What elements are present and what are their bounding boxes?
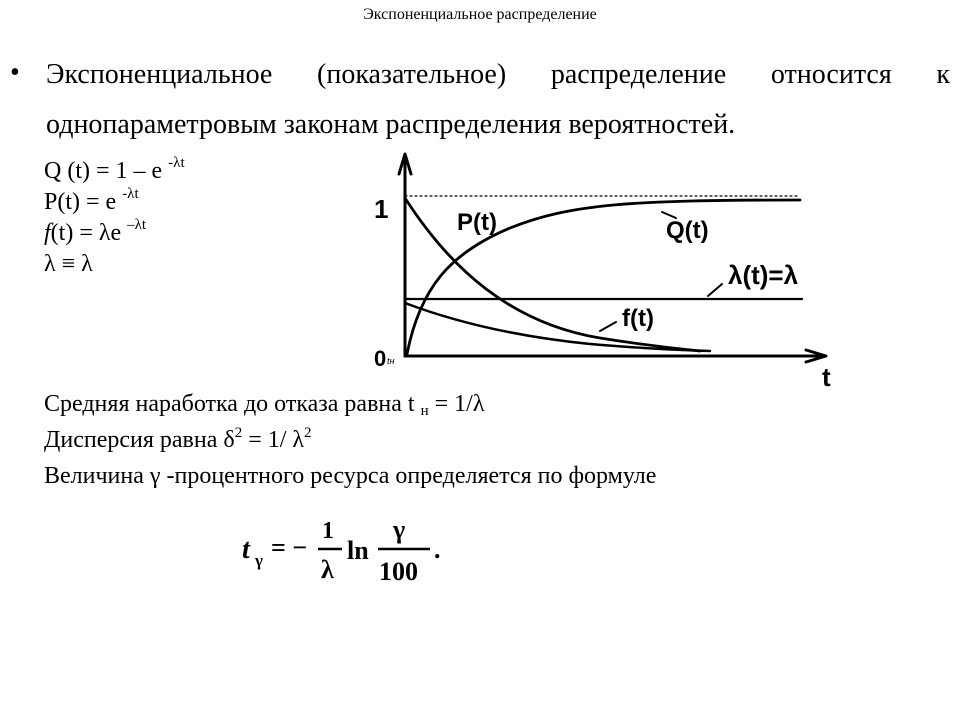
y-one-label: 1: [374, 194, 389, 224]
q-label: Q(t): [666, 217, 709, 244]
gamma-formula-dot: .: [434, 535, 441, 564]
lambda-leader: [708, 284, 722, 296]
slide-title: Экспоненциальное распределение: [363, 6, 597, 23]
formula-q: [44, 156, 185, 187]
bullet-marker: •: [10, 57, 20, 88]
formula-q-main: Q (t) = 1 – e: [44, 158, 169, 184]
formula-block: [44, 156, 185, 280]
gamma-line: Величина γ -процентного ресурса определяется по формуле: [44, 463, 657, 489]
formula-f: [44, 218, 185, 249]
gamma-formula-num1: 1: [322, 518, 334, 544]
mean-line: [44, 386, 656, 422]
t-axis-label: t: [822, 362, 831, 392]
gamma-formula-num2: γ: [393, 515, 406, 544]
variance-sup-1: 2: [234, 425, 243, 441]
formula-p: [44, 187, 185, 218]
formula-f-exponent: –λt: [127, 217, 147, 233]
bullet-text: Экспоненциальное (показательное) распределение относится к однопараметровым законам распределения вероятностей.: [46, 59, 950, 140]
variance-mid: = 1/ λ: [242, 427, 305, 453]
formula-f-name: f: [44, 220, 51, 246]
p-label: P(t): [457, 209, 497, 236]
variance-line: [44, 422, 656, 458]
t-n-label: tн: [387, 356, 395, 366]
lambda-label: λ(t)=λ: [728, 260, 799, 290]
reliability-graph: [360, 148, 850, 393]
gamma-formula-sub: γ: [255, 551, 263, 570]
stats-block: [44, 386, 656, 494]
formula-lambda: λ ≡ λ: [44, 251, 93, 277]
y-zero-label: 0: [374, 346, 387, 371]
gamma-formula-ln: ln: [347, 536, 369, 565]
formula-p-exponent: -λt: [122, 186, 139, 202]
gamma-resource-formula: [238, 512, 448, 590]
formula-p-main: P(t) = e: [44, 189, 123, 215]
gamma-formula-den1: λ: [321, 555, 334, 584]
p-curve: [405, 198, 700, 351]
mean-suffix: = 1/λ: [428, 391, 485, 417]
f-label: f(t): [622, 305, 654, 332]
formula-f-main: (t) = λe: [50, 220, 128, 246]
gamma-formula-den2: 100: [379, 557, 418, 586]
variance-prefix: Дисперсия равна δ: [44, 427, 235, 453]
f-leader: [600, 322, 616, 331]
mean-prefix: Средняя наработка до отказа равна t: [44, 391, 421, 417]
gamma-formula-t: t: [242, 534, 250, 565]
mean-sub: н: [420, 403, 429, 419]
variance-sup-2: 2: [304, 425, 312, 441]
formula-q-exponent: -λt: [168, 155, 185, 171]
gamma-formula-eq: = −: [271, 533, 308, 562]
